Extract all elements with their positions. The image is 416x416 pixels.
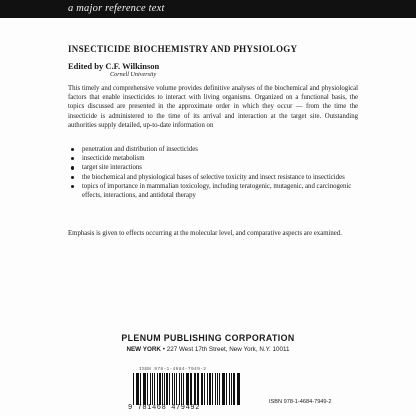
barcode-bar (194, 373, 195, 405)
book-title: INSECTICIDE BIOCHEMISTRY AND PHYSIOLOGY (68, 44, 298, 54)
barcode-bar (169, 373, 170, 405)
barcode-bar (223, 373, 224, 405)
barcode-bar (195, 373, 196, 405)
publisher-name: PLENUM PUBLISHING CORPORATION (121, 333, 295, 343)
barcode-bar (222, 373, 223, 405)
barcode-bar (238, 373, 239, 405)
barcode-bar (150, 373, 151, 405)
editor-affiliation: Cornell University (110, 71, 157, 78)
isbn-small-label: ISBN 978-1-4684-7949-2 (139, 367, 207, 372)
barcode-bar (181, 373, 182, 405)
publisher-address-line: NEW YORK • 227 West 17th Street, New York, N.Y. 10011 (126, 346, 290, 353)
barcode-bar (219, 373, 220, 405)
barcode-bar (154, 373, 155, 405)
barcode-bar (233, 373, 235, 405)
barcode-bar (204, 373, 205, 405)
topic-text: target site interactions (82, 164, 142, 172)
topic-text: insecticide metabolism (82, 155, 145, 163)
barcode-bar (190, 373, 191, 405)
emphasis-paragraph: Emphasis is given to effects occurring at the molecular level, and comparative aspects are examined. (68, 230, 342, 237)
barcode-bar (137, 373, 138, 405)
barcode-bar (226, 373, 227, 405)
barcode-bar (147, 373, 148, 405)
barcode-bar (157, 373, 158, 405)
barcode-bar (202, 373, 203, 405)
barcode-bar (152, 373, 153, 405)
tagline-banner (0, 0, 416, 18)
bullet-icon (71, 157, 74, 160)
barcode-bar (174, 373, 175, 405)
barcode-bar (237, 373, 238, 405)
barcode-bar (172, 373, 173, 405)
barcode-bar (209, 373, 211, 405)
barcode-digits: 9 781468 479492 (128, 404, 201, 412)
barcode-bar (186, 373, 187, 405)
publisher-address: 227 West 17th Street, New York, N.Y. 10011 (166, 346, 290, 353)
barcode-bar (197, 373, 198, 405)
barcode-bar (212, 373, 213, 405)
publisher-city: NEW YORK (126, 346, 161, 353)
topic-text: topics of importance in mammalian toxicology, including teratogenic, mutagenic, and carcinogenic effects, interactions, and antidotal therapy (82, 182, 352, 200)
barcode-bar (133, 373, 134, 405)
bullet-icon (71, 185, 74, 188)
list-item (68, 182, 358, 200)
barcode-bar (166, 373, 168, 405)
barcode-bar (229, 373, 230, 405)
barcode-bar (176, 373, 177, 405)
list-item (68, 154, 358, 163)
bullet-icon (71, 148, 74, 151)
barcode-bar (201, 373, 202, 405)
list-item (68, 145, 358, 154)
bullet-icon (71, 176, 74, 179)
barcode-graphic (133, 373, 241, 405)
list-item (68, 163, 358, 172)
barcode-bar (164, 373, 165, 405)
barcode-bar (215, 373, 216, 405)
isbn-label: ISBN 978-1-4684-7949-2 (269, 399, 332, 405)
barcode-bar (136, 373, 137, 405)
description-paragraph: This timely and comprehensive volume provides definitive analyses of the biochemical and physiological factors that enable insecticides to interact with living organisms. Organized on a functional basis, the topics discussed are presented in the approximate order in which they occur — from the time the insecticide is administered to the time of its arrival and interaction at the target site. Outstanding authorities supply detailed, up-to-date information on (68, 85, 358, 129)
barcode-bar (143, 373, 144, 405)
barcode-bar (179, 373, 180, 405)
tagline: a major reference text (68, 3, 165, 14)
barcode-bar (183, 373, 184, 405)
barcode-bar (144, 373, 146, 405)
topic-text: penetration and distribution of insecticides (82, 146, 198, 153)
barcode-bar (217, 373, 218, 405)
list-item (68, 173, 358, 182)
barcode-bar (231, 373, 232, 405)
barcode-bar (140, 373, 141, 405)
bullet-icon (71, 166, 74, 169)
topic-text: the biochemical and physiological bases of selective toxicity and insect resistance to insecticides (82, 173, 345, 181)
editor-line: Edited by C.F. Wilkinson (68, 61, 160, 71)
barcode-bar (159, 373, 160, 405)
barcode-bar (187, 373, 189, 405)
topic-list (68, 145, 358, 200)
barcode-bar (207, 373, 208, 405)
barcode-bar (162, 373, 163, 405)
